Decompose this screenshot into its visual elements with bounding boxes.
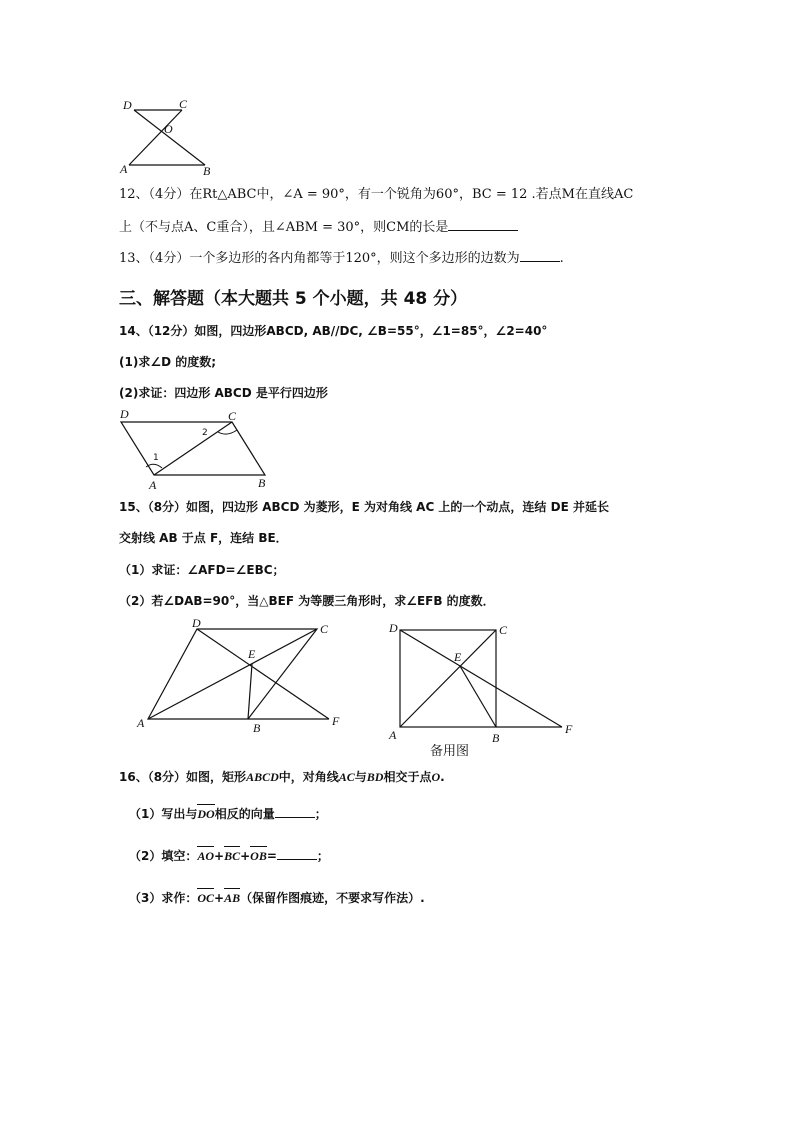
q15-part1: （1）求证：∠AFD=∠EBC；: [119, 563, 285, 577]
vector-bc: BC: [224, 849, 241, 863]
q16-p1-blank[interactable]: [275, 805, 315, 818]
q15-part2: （2）若∠DAB=90°，当△BEF 为等腰三角形时，求∠EFB 的度数．: [119, 594, 495, 608]
label-d: D: [123, 98, 132, 112]
diagonal-ac: [154, 422, 232, 475]
vector-ob: OB: [250, 849, 267, 863]
figure-caption: 备用图: [430, 744, 470, 759]
q16-o: O: [431, 770, 441, 784]
q16-stem-pre: 16、（8分）如图，矩形: [119, 770, 247, 784]
label-o: O: [164, 122, 173, 136]
q16-part1: [129, 805, 327, 823]
label-d: D: [192, 616, 201, 630]
segment-be: [248, 664, 252, 719]
label-b: B: [492, 731, 500, 745]
label-e: E: [454, 650, 462, 664]
label-f: F: [565, 722, 573, 736]
segment-be: [460, 666, 496, 727]
segment-db: [134, 110, 205, 165]
vector-ab: AB: [224, 891, 241, 905]
q15-stem-2: 交射线 AB 于点 F，连结 BE．: [119, 531, 288, 545]
q12-line2: [119, 218, 518, 237]
label-b: B: [253, 721, 261, 735]
plus-2: +: [240, 849, 251, 863]
q13-answer-blank[interactable]: [520, 249, 560, 262]
label-angle-1: 1: [153, 453, 159, 463]
q12-line2-text: 上（不与点A、C重合），且∠ABM = 30°，则CM的长是: [119, 220, 449, 235]
q16-stem: [119, 768, 445, 786]
q13-end: .: [559, 251, 564, 266]
q16-p1-end: ；: [314, 807, 327, 821]
q12-answer-blank[interactable]: [448, 218, 518, 231]
label-a: A: [389, 728, 397, 742]
q15-stem-1: 15、（8分）如图，四边形 ABCD 为菱形，E 为对角线 AC 上的一个动点，连结 DE 并延长: [119, 500, 609, 514]
q16-p2-end: ；: [316, 849, 329, 863]
angle-2-arc: [218, 430, 237, 434]
equals: =: [266, 849, 277, 863]
q12-line1: 12、（4分）在Rt△ABC中，∠A = 90°，有一个锐角为60°，BC = 12 .若点M在直线AC: [119, 187, 634, 202]
label-angle-2: 2: [202, 428, 208, 438]
vector-do: DO: [197, 807, 215, 821]
q16-part3: [129, 889, 425, 907]
plus-3: +: [214, 891, 225, 905]
figure-q14: [112, 405, 282, 493]
label-a: A: [149, 478, 157, 492]
q16-p3-pre: （3）求作：: [129, 891, 198, 905]
label-c: C: [320, 622, 329, 636]
q16-p1-post: 相反的向量: [214, 807, 275, 821]
q14-part1: (1)求∠D 的度数;: [119, 355, 217, 369]
label-d: D: [389, 621, 398, 635]
q16-p3-post: （保留作图痕迹，不要求写作法）.: [240, 891, 425, 905]
label-b: B: [258, 476, 266, 490]
label-f: F: [332, 714, 340, 728]
label-c: C: [228, 409, 237, 423]
label-c: C: [499, 623, 508, 637]
q16-p1-pre: （1）写出与: [129, 807, 198, 821]
q13: [119, 249, 564, 268]
figure-q11: [115, 95, 225, 180]
q16-p2-blank[interactable]: [277, 847, 317, 860]
line-df: [197, 629, 329, 719]
label-a: A: [120, 162, 128, 176]
vector-oc: OC: [197, 891, 215, 905]
q16-stem-mid2: 与: [354, 770, 367, 784]
plus-1: +: [214, 849, 225, 863]
q16-part2: [129, 847, 329, 865]
q16-ac: AC: [338, 770, 355, 784]
q14-part2: (2)求证：四边形 ABCD 是平行四边形: [119, 386, 328, 400]
q16-stem-mid1: 中，对角线: [278, 770, 339, 784]
diagonal-ac: [148, 629, 317, 719]
label-d: D: [120, 407, 129, 421]
label-b: B: [203, 164, 211, 178]
label-c: C: [179, 97, 188, 111]
q16-stem-mid3: 相交于点: [383, 770, 432, 784]
label-e: E: [248, 647, 256, 661]
label-a: A: [137, 716, 145, 730]
figure-q15-rhombus: [132, 615, 352, 740]
section-3-title: 三、解答题（本大题共 5 个小题，共 48 分）: [119, 289, 468, 309]
figure-q15-backup: [385, 615, 585, 763]
vector-ao: AO: [197, 849, 215, 863]
q13-text: 13、（4分）一个多边形的各内角都等于120°，则这个多边形的边数为: [119, 251, 520, 266]
q16-stem-end: .: [440, 770, 445, 784]
segment-ca: [129, 110, 182, 165]
q16-rect: ABCD: [246, 770, 279, 784]
q14-stem: 14、（12分）如图，四边形ABCD, AB//DC, ∠B=55°，∠1=85°，∠2=40°: [119, 324, 548, 338]
q16-bd: BD: [366, 770, 384, 784]
q16-p2-pre: （2）填空：: [129, 849, 198, 863]
